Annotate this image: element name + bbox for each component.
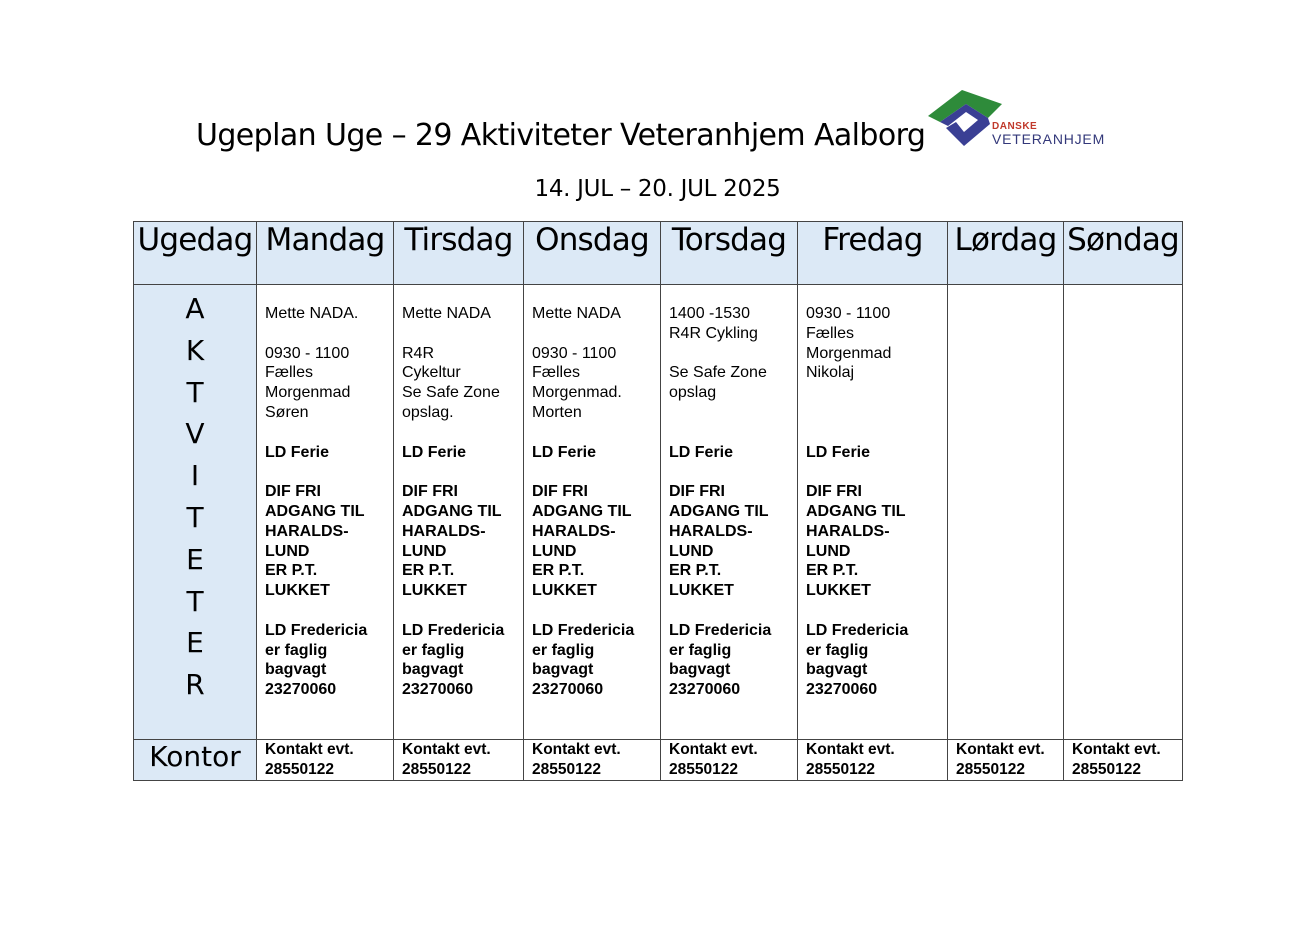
activity-line: Mette NADA. [265, 305, 359, 322]
danske-veteranhjem-logo [926, 88, 1126, 150]
activity-line [265, 601, 385, 621]
activity-line: LD Fredericia [532, 621, 635, 639]
kontor-phone: 28550122 [402, 761, 471, 778]
activity-line: LUKKET [402, 582, 467, 600]
header-tirsdag: Tirsdag [394, 222, 524, 285]
activity-line: Nikolaj [806, 364, 855, 382]
activity-line [806, 462, 939, 482]
kontor-cell-lordag [948, 740, 1064, 781]
activity-line: 0930 - 1100 [532, 344, 617, 362]
header-torsdag: Torsdag [661, 222, 798, 285]
activity-line: LUND [532, 542, 577, 560]
activity-cell-tirsdag [394, 285, 524, 740]
activity-line: Morten [532, 403, 582, 421]
activity-line: 1400 -1530 [669, 305, 750, 322]
aktiviteter-letter: R [185, 668, 205, 702]
activity-line: HARALDS- [265, 522, 349, 540]
activity-cell-torsdag [661, 285, 798, 740]
activity-line: ER P.T. [806, 562, 859, 580]
kontor-text: Kontakt evt. [806, 741, 895, 758]
kontor-text: Kontakt evt. [956, 741, 1045, 758]
activity-line: R4R Cykling [669, 324, 758, 342]
activity-line [265, 423, 385, 443]
kontor-phone: 28550122 [532, 761, 601, 778]
kontor-cell-sondag [1064, 740, 1183, 781]
activity-line: Mette NADA [402, 305, 491, 322]
activity-line: 23270060 [532, 681, 604, 699]
activity-line: ER P.T. [669, 562, 722, 580]
kontor-text: Kontakt evt. [1072, 741, 1161, 758]
activity-line: ER P.T. [532, 562, 585, 580]
activity-line: Morgenmad. [532, 384, 622, 402]
activity-line [669, 423, 789, 443]
activity-line: Mette NADA [532, 305, 621, 322]
activity-line: LUND [402, 542, 447, 560]
activity-cell-fredag [798, 285, 948, 740]
kontor-text: Kontakt evt. [669, 741, 758, 758]
activity-line [669, 344, 789, 364]
activity-line [532, 423, 652, 443]
activity-line: ER P.T. [402, 562, 455, 580]
activity-line: bagvagt [402, 661, 464, 679]
aktiviteter-letter: T [186, 500, 204, 534]
activity-line: Fælles [265, 364, 314, 382]
logo-text-veteranhjem: VETERANHJEM [992, 131, 1106, 147]
kontor-cell-mandag [257, 740, 394, 781]
activity-line: 23270060 [806, 681, 878, 699]
header-lordag: Lørdag [948, 222, 1064, 285]
activity-line: Se Safe Zone [402, 384, 500, 402]
activity-line: er faglig [806, 641, 869, 659]
activity-line: LUKKET [806, 582, 871, 600]
activity-line: LD Fredericia [402, 621, 505, 639]
activity-line: 0930 - 1100 [806, 305, 891, 322]
activity-line [806, 383, 939, 403]
activity-line: ER P.T. [265, 562, 318, 580]
activity-line [806, 601, 939, 621]
activity-line: LUND [265, 542, 310, 560]
activity-line: 0930 - 1100 [265, 344, 350, 362]
kontor-text: Kontakt evt. [402, 741, 491, 758]
activity-line: LD Fredericia [806, 621, 909, 639]
activity-line: LUND [669, 542, 714, 560]
aktiviteter-letter: E [186, 542, 204, 576]
activity-line: er faglig [265, 641, 328, 659]
activity-line: ADGANG TIL [806, 502, 906, 520]
activity-line [806, 423, 939, 443]
header-onsdag: Onsdag [524, 222, 661, 285]
activity-line [669, 403, 789, 423]
activity-line: DIF FRI [532, 483, 588, 501]
activity-cell-lordag [948, 285, 1064, 740]
activity-line: R4R [402, 344, 435, 362]
activity-line: ADGANG TIL [669, 502, 769, 520]
weekly-plan-table [133, 221, 1183, 781]
aktiviteter-letter: T [186, 584, 204, 618]
activity-line: er faglig [669, 641, 732, 659]
activity-line [806, 403, 939, 423]
activity-line: Morgenmad [265, 384, 351, 402]
activity-line [402, 324, 515, 344]
header-sondag: Søndag [1064, 222, 1183, 285]
activity-line: Cykeltur [402, 364, 461, 382]
kontor-row [134, 740, 1183, 781]
activity-line: LD Ferie [806, 443, 871, 461]
logo-text-danske: DANSKE [992, 121, 1038, 132]
activity-line: LD Ferie [669, 443, 734, 461]
activity-line [265, 324, 385, 344]
activity-line: bagvagt [265, 661, 327, 679]
activity-line: DIF FRI [806, 483, 862, 501]
header-fredag: Fredag [798, 222, 948, 285]
activity-line: Morgenmad [806, 344, 892, 362]
activity-line: bagvagt [532, 661, 594, 679]
activity-line: opslag [669, 384, 717, 402]
activity-line [532, 601, 652, 621]
header-row [134, 222, 1183, 285]
aktiviteter-letter: V [185, 417, 205, 451]
activity-line: Fælles [532, 364, 581, 382]
aktiviteter-label [134, 285, 257, 740]
activity-line [669, 462, 789, 482]
kontor-cell-tirsdag [394, 740, 524, 781]
activity-line: 23270060 [402, 681, 474, 699]
activity-line: LUKKET [669, 582, 734, 600]
activity-line: LD Fredericia [265, 621, 368, 639]
kontor-phone: 28550122 [956, 761, 1025, 778]
activity-line [265, 462, 385, 482]
activity-line [532, 462, 652, 482]
aktiviteter-letter: K [185, 333, 205, 367]
kontor-text: Kontakt evt. [265, 741, 354, 758]
activity-line: er faglig [402, 641, 465, 659]
activity-line [402, 423, 515, 443]
activity-line [402, 462, 515, 482]
kontor-cell-fredag [798, 740, 948, 781]
aktiviteter-letter: T [186, 375, 204, 409]
header-ugedag: Ugedag [134, 222, 257, 285]
activity-line: LD Fredericia [669, 621, 772, 639]
page-title: Ugeplan Uge – 29 Aktiviteter Veteranhjem Aalborg [196, 118, 926, 153]
activity-line: er faglig [532, 641, 595, 659]
activity-line: LUKKET [532, 582, 597, 600]
activity-line: DIF FRI [265, 483, 321, 501]
activity-line: 23270060 [669, 681, 741, 699]
activity-line: HARALDS- [402, 522, 486, 540]
kontor-cell-torsdag [661, 740, 798, 781]
activity-line: LD Ferie [532, 443, 597, 461]
kontor-phone: 28550122 [265, 761, 334, 778]
activity-line: bagvagt [806, 661, 868, 679]
activity-line: 23270060 [265, 681, 337, 699]
activities-row [134, 285, 1183, 740]
activity-line: Søren [265, 403, 309, 421]
activity-line: opslag. [402, 403, 454, 421]
activity-line: HARALDS- [669, 522, 753, 540]
activity-line: DIF FRI [402, 483, 458, 501]
activity-line: DIF FRI [669, 483, 725, 501]
activity-line: ADGANG TIL [402, 502, 502, 520]
date-range: 14. JUL – 20. JUL 2025 [534, 176, 781, 202]
kontor-phone: 28550122 [806, 761, 875, 778]
activity-line: LUND [806, 542, 851, 560]
kontor-label: Kontor [134, 740, 257, 781]
activity-line [669, 601, 789, 621]
activity-line: LD Ferie [265, 443, 330, 461]
activity-line: bagvagt [669, 661, 731, 679]
aktiviteter-letter: A [185, 292, 205, 325]
aktiviteter-letter: I [190, 459, 200, 493]
activity-line: ADGANG TIL [265, 502, 365, 520]
activity-line: Fælles [806, 324, 855, 342]
activity-line: HARALDS- [806, 522, 890, 540]
aktiviteter-letter: E [186, 626, 204, 660]
header-mandag: Mandag [257, 222, 394, 285]
activity-line [532, 324, 652, 344]
activity-cell-onsdag [524, 285, 661, 740]
kontor-text: Kontakt evt. [532, 741, 621, 758]
activity-line: ADGANG TIL [532, 502, 632, 520]
activity-line [402, 601, 515, 621]
kontor-phone: 28550122 [669, 761, 738, 778]
aktiviteter-vertical-text [134, 285, 256, 706]
kontor-cell-onsdag [524, 740, 661, 781]
activity-cell-sondag [1064, 285, 1183, 740]
kontor-phone: 28550122 [1072, 761, 1141, 778]
activity-cell-mandag [257, 285, 394, 740]
activity-line: LUKKET [265, 582, 330, 600]
activity-line: HARALDS- [532, 522, 616, 540]
activity-line: LD Ferie [402, 443, 467, 461]
activity-line: Se Safe Zone [669, 364, 767, 382]
